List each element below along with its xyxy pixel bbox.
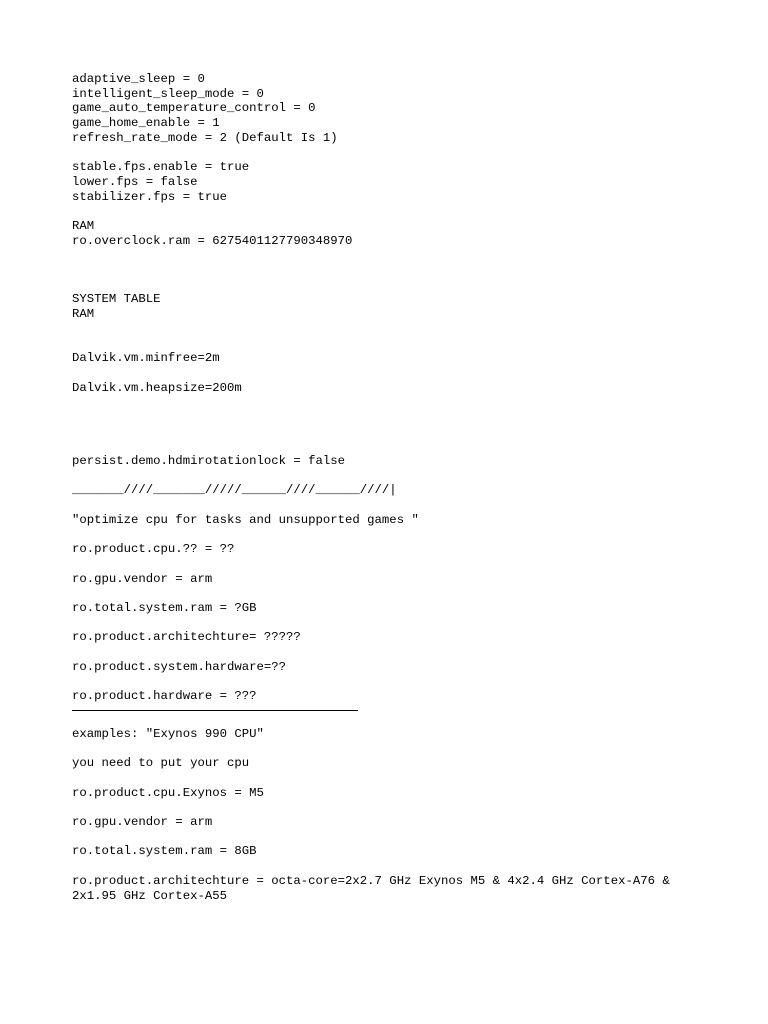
- examples-block: [72, 727, 692, 903]
- refresh-rate-mode-line: refresh_rate_mode = 2 (Default Is 1): [72, 130, 338, 145]
- example-architecture-line: ro.product.architechture = octa-core=2x2.7 GHz Exynos M5 & 4x2.4 GHz Cortex-A76 & 2x1.95 GHz Cortex-A55: [72, 873, 678, 903]
- stabilizer-fps-line: stabilizer.fps = true: [72, 189, 227, 204]
- system-table-heading: SYSTEM TABLE: [72, 292, 161, 307]
- template-cpu-line: ro.product.cpu.?? = ??: [72, 542, 235, 557]
- example-gpu-vendor-line: ro.gpu.vendor = arm: [72, 815, 213, 830]
- template-architecture-line: ro.product.architechture= ?????: [72, 630, 301, 645]
- adaptive-sleep-line: adaptive_sleep = 0: [72, 72, 205, 86]
- template-total-ram-line: ro.total.system.ram = ?GB: [72, 601, 257, 616]
- put-your-cpu-line: you need to put your cpu: [72, 756, 250, 771]
- ram-block: [72, 219, 692, 248]
- system-table-block: [72, 292, 692, 321]
- overclock-ram-line: ro.overclock.ram = 6275401127790348970: [72, 233, 353, 248]
- lower-fps-line: lower.fps = false: [72, 174, 198, 189]
- stable-fps-line: stable.fps.enable = true: [72, 160, 250, 175]
- template-hardware-line: ro.product.hardware = ???: [72, 689, 257, 704]
- document-page: [72, 72, 692, 903]
- template-lines-block: [72, 542, 692, 704]
- separator-text-line: _______////_______/////______////______////|: [72, 483, 397, 498]
- spacer: [72, 146, 692, 161]
- spacer: [72, 366, 692, 381]
- ram-heading: RAM: [72, 219, 95, 233]
- spacer: [72, 204, 692, 219]
- dalvik-heapsize-line: Dalvik.vm.heapsize=200m: [72, 380, 242, 395]
- template-system-hardware-line: ro.product.system.hardware=??: [72, 659, 287, 674]
- spacer: [72, 395, 692, 454]
- example-cpu-line: ro.product.cpu.Exynos = M5: [72, 785, 264, 800]
- example-total-ram-line: ro.total.system.ram = 8GB: [72, 844, 257, 859]
- intelligent-sleep-mode-line: intelligent_sleep_mode = 0: [72, 86, 264, 101]
- dalvik-minfree-line: Dalvik.vm.minfree=2m: [72, 351, 220, 366]
- system-table-ram-heading: RAM: [72, 307, 95, 322]
- optimize-cpu-note: "optimize cpu for tasks and unsupported games ": [72, 512, 419, 527]
- fps-settings-block: [72, 160, 692, 204]
- hdmi-rotation-lock-line: persist.demo.hdmirotationlock = false: [72, 454, 346, 469]
- spacer: [72, 322, 692, 351]
- template-gpu-vendor-line: ro.gpu.vendor = arm: [72, 571, 213, 586]
- sleep-settings-block: [72, 72, 692, 146]
- game-home-enable-line: game_home_enable = 1: [72, 116, 220, 131]
- game-auto-temperature-line: game_auto_temperature_control = 0: [72, 101, 316, 116]
- examples-heading-line: examples: "Exynos 990 CPU": [72, 726, 264, 741]
- horizontal-rule: [72, 710, 358, 711]
- spacer: [72, 248, 692, 292]
